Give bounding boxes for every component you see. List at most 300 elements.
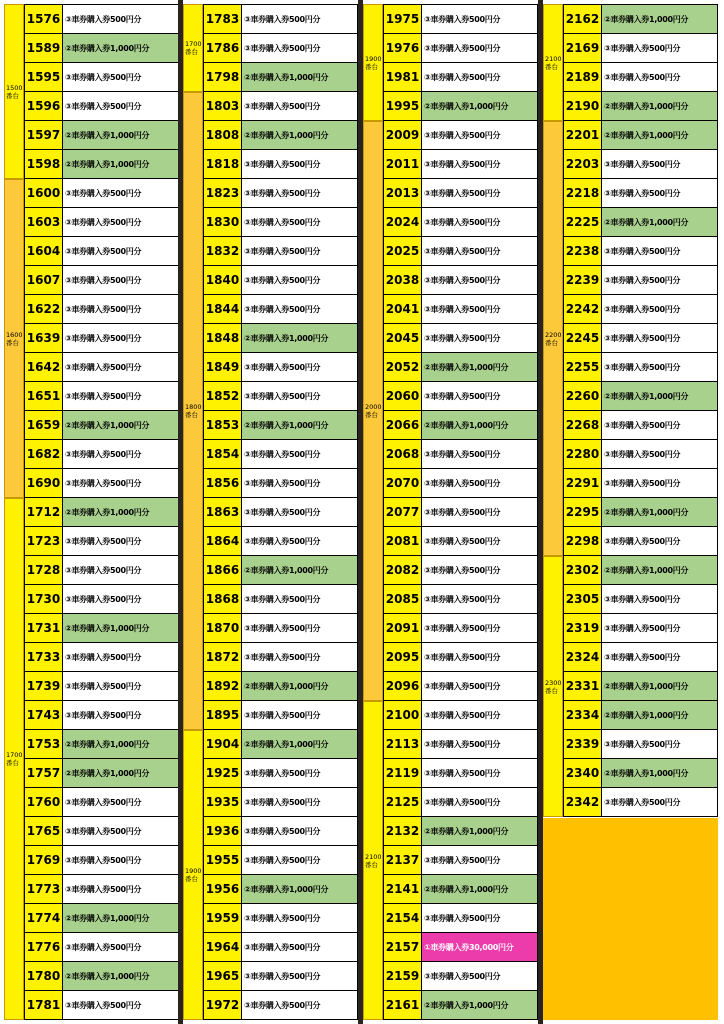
ticket-number: 1823 — [204, 179, 242, 207]
ticket-number: 1863 — [204, 498, 242, 526]
ticket-number: 1832 — [204, 237, 242, 265]
prize-label: ③車券購入券500円分 — [422, 672, 537, 700]
ticket-number: 1607 — [25, 266, 63, 294]
table-row — [383, 730, 538, 759]
prize-label: ③車券購入券500円分 — [422, 962, 537, 990]
ticket-number: 2013 — [384, 179, 422, 207]
prize-label: ③車券購入券500円分 — [602, 440, 717, 468]
table-row — [563, 353, 718, 382]
prize-label: ③車券購入券500円分 — [242, 701, 357, 729]
prize-label: ③車券購入券500円分 — [242, 353, 357, 381]
range-group-label — [543, 4, 563, 121]
ticket-number: 2095 — [384, 643, 422, 671]
table-row — [383, 527, 538, 556]
table-row — [383, 904, 538, 933]
ticket-number: 2189 — [564, 63, 602, 91]
prize-label: ③車券購入券500円分 — [602, 295, 717, 323]
ticket-number: 2132 — [384, 817, 422, 845]
prize-label: ③車券購入券500円分 — [242, 933, 357, 961]
table-row — [203, 63, 358, 92]
prize-label: ③車券購入券500円分 — [63, 788, 178, 816]
table-row — [24, 353, 179, 382]
ticket-number: 1976 — [384, 34, 422, 62]
ticket-number: 2011 — [384, 150, 422, 178]
ticket-number: 1870 — [204, 614, 242, 642]
ticket-number: 2334 — [564, 701, 602, 729]
ticket-number: 1733 — [25, 643, 63, 671]
table-row — [383, 672, 538, 701]
prize-label: ③車券購入券500円分 — [422, 846, 537, 874]
ticket-number: 2082 — [384, 556, 422, 584]
ticket-number: 1848 — [204, 324, 242, 352]
ticket-number: 2239 — [564, 266, 602, 294]
ticket-number: 1872 — [204, 643, 242, 671]
prize-label: ②車券購入券1,000円分 — [242, 63, 357, 91]
prize-label: ③車券購入券500円分 — [602, 643, 717, 671]
table-row — [563, 730, 718, 759]
table-row — [383, 962, 538, 991]
ticket-number: 2060 — [384, 382, 422, 410]
table-row — [24, 208, 179, 237]
table-row — [383, 34, 538, 63]
prize-label: ②車券購入券1,000円分 — [242, 411, 357, 439]
prize-label: ③車券購入券500円分 — [242, 295, 357, 323]
ticket-number: 1622 — [25, 295, 63, 323]
ticket-number: 1892 — [204, 672, 242, 700]
prize-label: ③車券購入券500円分 — [242, 614, 357, 642]
prize-label: ③車券購入券500円分 — [242, 498, 357, 526]
table-row — [383, 295, 538, 324]
table-row — [383, 875, 538, 904]
prize-label: ②車券購入券1,000円分 — [242, 324, 357, 352]
ticket-number: 1780 — [25, 962, 63, 990]
table-row — [563, 237, 718, 266]
prize-label: ③車券購入券500円分 — [242, 904, 357, 932]
ticket-number: 2161 — [384, 991, 422, 1019]
prize-label: ③車券購入券500円分 — [422, 759, 537, 787]
table-row — [24, 904, 179, 933]
table-row — [203, 556, 358, 585]
prize-label: ②車券購入券1,000円分 — [63, 121, 178, 149]
table-row — [24, 585, 179, 614]
prize-label: ③車券購入券500円分 — [242, 237, 357, 265]
table-row — [203, 237, 358, 266]
table-row — [24, 440, 179, 469]
ticket-number: 2154 — [384, 904, 422, 932]
prize-label: ②車券購入券1,000円分 — [602, 759, 717, 787]
prize-label: ③車券購入券500円分 — [422, 382, 537, 410]
table-row — [563, 92, 718, 121]
prize-label: ③車券購入券500円分 — [63, 440, 178, 468]
table-row — [383, 817, 538, 846]
ticket-number: 1773 — [25, 875, 63, 903]
range-group-text: 1500 番台 — [6, 83, 23, 100]
table-row — [203, 962, 358, 991]
ticket-number: 2113 — [384, 730, 422, 758]
prize-label: ③車券購入券500円分 — [602, 585, 717, 613]
table-row — [563, 701, 718, 730]
prize-label: ③車券購入券500円分 — [602, 614, 717, 642]
range-group-label — [4, 498, 24, 1020]
prize-label: ③車券購入券500円分 — [602, 179, 717, 207]
table-row — [383, 208, 538, 237]
ticket-number: 1935 — [204, 788, 242, 816]
prize-label: ③車券購入券500円分 — [242, 34, 357, 62]
ticket-number: 2260 — [564, 382, 602, 410]
prize-label: ③車券購入券500円分 — [602, 34, 717, 62]
prize-label: ③車券購入券500円分 — [63, 353, 178, 381]
table-row — [563, 179, 718, 208]
range-group-label — [363, 701, 383, 1020]
table-row — [563, 63, 718, 92]
prize-label: ③車券購入券500円分 — [63, 643, 178, 671]
prize-label: ③車券購入券500円分 — [422, 208, 537, 236]
ticket-number: 1925 — [204, 759, 242, 787]
ticket-number: 1852 — [204, 382, 242, 410]
ticket-number: 2201 — [564, 121, 602, 149]
table-row — [203, 150, 358, 179]
prize-label: ②車券購入券1,000円分 — [63, 411, 178, 439]
ticket-number: 2218 — [564, 179, 602, 207]
range-group-text: 1700 番台 — [6, 751, 23, 767]
table-row — [563, 295, 718, 324]
ticket-number: 2280 — [564, 440, 602, 468]
prize-label: ③車券購入券500円分 — [63, 817, 178, 845]
table-row — [24, 672, 179, 701]
table-row — [383, 92, 538, 121]
table-row — [383, 643, 538, 672]
table-row — [563, 4, 718, 34]
prize-label: ③車券購入券500円分 — [422, 556, 537, 584]
table-row — [203, 991, 358, 1020]
table-row — [383, 382, 538, 411]
prize-label: ③車券購入券500円分 — [242, 440, 357, 468]
table-row — [563, 788, 718, 817]
prize-label: ③車券購入券500円分 — [63, 382, 178, 410]
prize-label: ③車券購入券500円分 — [422, 527, 537, 555]
ticket-number: 1955 — [204, 846, 242, 874]
prize-label: ③車券購入券500円分 — [602, 150, 717, 178]
table-row — [203, 672, 358, 701]
prize-label: ③車券購入券500円分 — [242, 759, 357, 787]
prize-label: ②車券購入券1,000円分 — [63, 962, 178, 990]
table-row — [24, 382, 179, 411]
table-row — [563, 208, 718, 237]
prize-label: ③車券購入券500円分 — [63, 324, 178, 352]
table-row — [24, 817, 179, 846]
ticket-number: 2038 — [384, 266, 422, 294]
ticket-number: 1595 — [25, 63, 63, 91]
prize-label: ③車券購入券500円分 — [422, 904, 537, 932]
table-row — [203, 92, 358, 121]
table-row — [563, 150, 718, 179]
range-group-label — [183, 4, 203, 92]
ticket-number: 2141 — [384, 875, 422, 903]
range-group-label — [363, 4, 383, 121]
table-row — [563, 121, 718, 150]
prize-label: ③車券購入券500円分 — [63, 92, 178, 120]
table-row — [563, 585, 718, 614]
prize-label: ③車券購入券500円分 — [242, 208, 357, 236]
range-group-text: 1900 番台 — [365, 54, 382, 71]
table-row — [383, 440, 538, 469]
prize-label: ③車券購入券500円分 — [63, 469, 178, 497]
ticket-number: 1868 — [204, 585, 242, 613]
prize-label: ③車券購入券500円分 — [63, 266, 178, 294]
ticket-number: 1803 — [204, 92, 242, 120]
prize-label: ③車券購入券500円分 — [242, 817, 357, 845]
prize-label: ③車券購入券500円分 — [422, 701, 537, 729]
prize-label: ③車券購入券500円分 — [242, 527, 357, 555]
table-row — [563, 324, 718, 353]
table-row — [24, 875, 179, 904]
prize-label: ①車券購入券30,000円分 — [422, 933, 537, 961]
prize-label: ②車券購入券1,000円分 — [63, 730, 178, 758]
prize-label: ②車券購入券1,000円分 — [602, 382, 717, 410]
table-row — [383, 701, 538, 730]
ticket-number: 2342 — [564, 788, 602, 816]
prize-label: ②車券購入券1,000円分 — [422, 875, 537, 903]
ticket-number: 2077 — [384, 498, 422, 526]
ticket-number: 1798 — [204, 63, 242, 91]
table-row — [383, 585, 538, 614]
table-row — [24, 266, 179, 295]
table-row — [383, 121, 538, 150]
ticket-number: 1904 — [204, 730, 242, 758]
ticket-number: 1849 — [204, 353, 242, 381]
table-row — [563, 527, 718, 556]
prize-label: ③車券購入券500円分 — [602, 353, 717, 381]
range-group-text: 2100 番台 — [365, 852, 382, 869]
ticket-number: 1895 — [204, 701, 242, 729]
ticket-number: 2302 — [564, 556, 602, 584]
ticket-number: 1589 — [25, 34, 63, 62]
ticket-number: 1690 — [25, 469, 63, 497]
ticket-number: 1651 — [25, 382, 63, 410]
ticket-number: 2225 — [564, 208, 602, 236]
table-row — [383, 846, 538, 875]
table-row — [203, 875, 358, 904]
ticket-number: 1786 — [204, 34, 242, 62]
range-group-text: 1600 番台 — [6, 330, 23, 347]
table-row — [563, 556, 718, 585]
prize-label: ③車券購入券500円分 — [63, 846, 178, 874]
ticket-number: 2169 — [564, 34, 602, 62]
ticket-number: 2190 — [564, 92, 602, 120]
table-row — [383, 469, 538, 498]
prize-label: ③車券購入券500円分 — [422, 643, 537, 671]
prize-label: ③車券購入券500円分 — [602, 788, 717, 816]
prize-label: ③車券購入券500円分 — [63, 295, 178, 323]
prize-label: ②車券購入券1,000円分 — [242, 875, 357, 903]
ticket-number: 1830 — [204, 208, 242, 236]
table-row — [563, 614, 718, 643]
ticket-number: 1723 — [25, 527, 63, 555]
table-row — [203, 34, 358, 63]
table-row — [563, 266, 718, 295]
prize-label: ③車券購入券500円分 — [422, 179, 537, 207]
table-row — [383, 150, 538, 179]
prize-label: ③車券購入券500円分 — [63, 237, 178, 265]
table-row — [383, 556, 538, 585]
table-row — [383, 788, 538, 817]
table-row — [24, 295, 179, 324]
ticket-number: 1769 — [25, 846, 63, 874]
prize-label: ③車券購入券500円分 — [422, 63, 537, 91]
prize-label: ③車券購入券500円分 — [422, 730, 537, 758]
prize-label: ③車券購入券500円分 — [602, 63, 717, 91]
ticket-number: 1739 — [25, 672, 63, 700]
prize-label: ③車券購入券500円分 — [63, 179, 178, 207]
table-row — [203, 614, 358, 643]
prize-label: ③車券購入券500円分 — [422, 585, 537, 613]
table-row — [203, 266, 358, 295]
ticket-number: 1995 — [384, 92, 422, 120]
range-group-text: 2200 番台 — [545, 330, 562, 347]
ticket-number: 2324 — [564, 643, 602, 671]
ticket-number: 2137 — [384, 846, 422, 874]
table-row — [383, 324, 538, 353]
table-row — [383, 179, 538, 208]
ticket-number: 2162 — [564, 5, 602, 33]
table-row — [563, 498, 718, 527]
prize-label: ③車券購入券500円分 — [63, 701, 178, 729]
prize-label: ③車券購入券500円分 — [422, 498, 537, 526]
prize-label: ②車券購入券1,000円分 — [63, 34, 178, 62]
ticket-number: 2100 — [384, 701, 422, 729]
table-row — [24, 179, 179, 208]
prize-label: ②車券購入券1,000円分 — [63, 614, 178, 642]
ticket-number: 1781 — [25, 991, 63, 1019]
prize-label: ③車券購入券500円分 — [242, 266, 357, 294]
table-row — [203, 585, 358, 614]
ticket-number: 2070 — [384, 469, 422, 497]
prize-label: ②車券購入券1,000円分 — [602, 121, 717, 149]
table-row — [203, 295, 358, 324]
table-row — [383, 266, 538, 295]
table-row — [24, 701, 179, 730]
table-row — [24, 556, 179, 585]
table-row — [203, 121, 358, 150]
ticket-number: 1730 — [25, 585, 63, 613]
prize-label: ③車券購入券500円分 — [242, 962, 357, 990]
empty-filler-block — [543, 818, 718, 1020]
ticket-number: 2025 — [384, 237, 422, 265]
ticket-number: 1712 — [25, 498, 63, 526]
ticket-number: 1856 — [204, 469, 242, 497]
prize-label: ③車券購入券500円分 — [63, 5, 178, 33]
prize-label: ②車券購入券1,000円分 — [602, 5, 717, 33]
table-row — [203, 498, 358, 527]
table-row — [383, 4, 538, 34]
ticket-number: 1981 — [384, 63, 422, 91]
prize-label: ③車券購入券500円分 — [422, 266, 537, 294]
table-row — [24, 34, 179, 63]
ticket-number: 1853 — [204, 411, 242, 439]
prize-label: ③車券購入券500円分 — [602, 469, 717, 497]
ticket-number: 2157 — [384, 933, 422, 961]
prize-label: ③車券購入券500円分 — [63, 672, 178, 700]
prize-label: ③車券購入券500円分 — [242, 991, 357, 1019]
table-row — [24, 498, 179, 527]
ticket-number: 1959 — [204, 904, 242, 932]
prize-label: ③車券購入券500円分 — [602, 324, 717, 352]
ticket-number: 2041 — [384, 295, 422, 323]
table-row — [563, 643, 718, 672]
table-row — [203, 411, 358, 440]
table-row — [563, 440, 718, 469]
prize-label: ②車券購入券1,000円分 — [242, 556, 357, 584]
prize-label: ②車券購入券1,000円分 — [63, 759, 178, 787]
ticket-number: 1864 — [204, 527, 242, 555]
table-row — [24, 933, 179, 962]
table-row — [24, 324, 179, 353]
prize-label: ③車券購入券500円分 — [422, 324, 537, 352]
prize-label: ③車券購入券500円分 — [242, 150, 357, 178]
prize-label: ③車券購入券500円分 — [63, 585, 178, 613]
table-row — [203, 469, 358, 498]
table-row — [203, 846, 358, 875]
table-row — [203, 527, 358, 556]
prize-label: ③車券購入券500円分 — [242, 179, 357, 207]
ticket-number: 1964 — [204, 933, 242, 961]
ticket-number: 2305 — [564, 585, 602, 613]
ticket-number: 1866 — [204, 556, 242, 584]
prize-label: ②車券購入券1,000円分 — [422, 411, 537, 439]
table-row — [203, 179, 358, 208]
ticket-number: 2242 — [564, 295, 602, 323]
ticket-number: 1776 — [25, 933, 63, 961]
table-row — [383, 933, 538, 962]
table-row — [203, 759, 358, 788]
range-group-label — [183, 730, 203, 1020]
ticket-number: 1765 — [25, 817, 63, 845]
table-row — [203, 440, 358, 469]
table-row — [383, 237, 538, 266]
table-row — [203, 382, 358, 411]
prize-label: ②車券購入券1,000円分 — [602, 92, 717, 120]
prize-label: ③車券購入券500円分 — [422, 788, 537, 816]
prize-label: ②車券購入券1,000円分 — [63, 498, 178, 526]
table-row — [24, 962, 179, 991]
ticket-number: 1642 — [25, 353, 63, 381]
ticket-number: 2009 — [384, 121, 422, 149]
ticket-number: 1975 — [384, 5, 422, 33]
table-row — [563, 759, 718, 788]
prize-label: ③車券購入券500円分 — [242, 846, 357, 874]
table-row — [203, 933, 358, 962]
range-group-label — [183, 92, 203, 730]
range-group-text: 1800 番台 — [185, 403, 202, 419]
ticket-number: 1743 — [25, 701, 63, 729]
prize-label: ②車券購入券1,000円分 — [602, 672, 717, 700]
table-row — [24, 63, 179, 92]
table-row — [24, 759, 179, 788]
prize-label: ③車券購入券500円分 — [422, 5, 537, 33]
prize-label: ③車券購入券500円分 — [422, 150, 537, 178]
ticket-number: 1731 — [25, 614, 63, 642]
prize-label: ③車券購入券500円分 — [63, 556, 178, 584]
prize-label: ③車券購入券500円分 — [63, 875, 178, 903]
ticket-number: 2291 — [564, 469, 602, 497]
table-row — [203, 904, 358, 933]
ticket-number: 2085 — [384, 585, 422, 613]
table-row — [203, 730, 358, 759]
ticket-number: 1956 — [204, 875, 242, 903]
ticket-number: 2068 — [384, 440, 422, 468]
range-group-text: 2000 番台 — [365, 403, 382, 419]
ticket-number: 1639 — [25, 324, 63, 352]
